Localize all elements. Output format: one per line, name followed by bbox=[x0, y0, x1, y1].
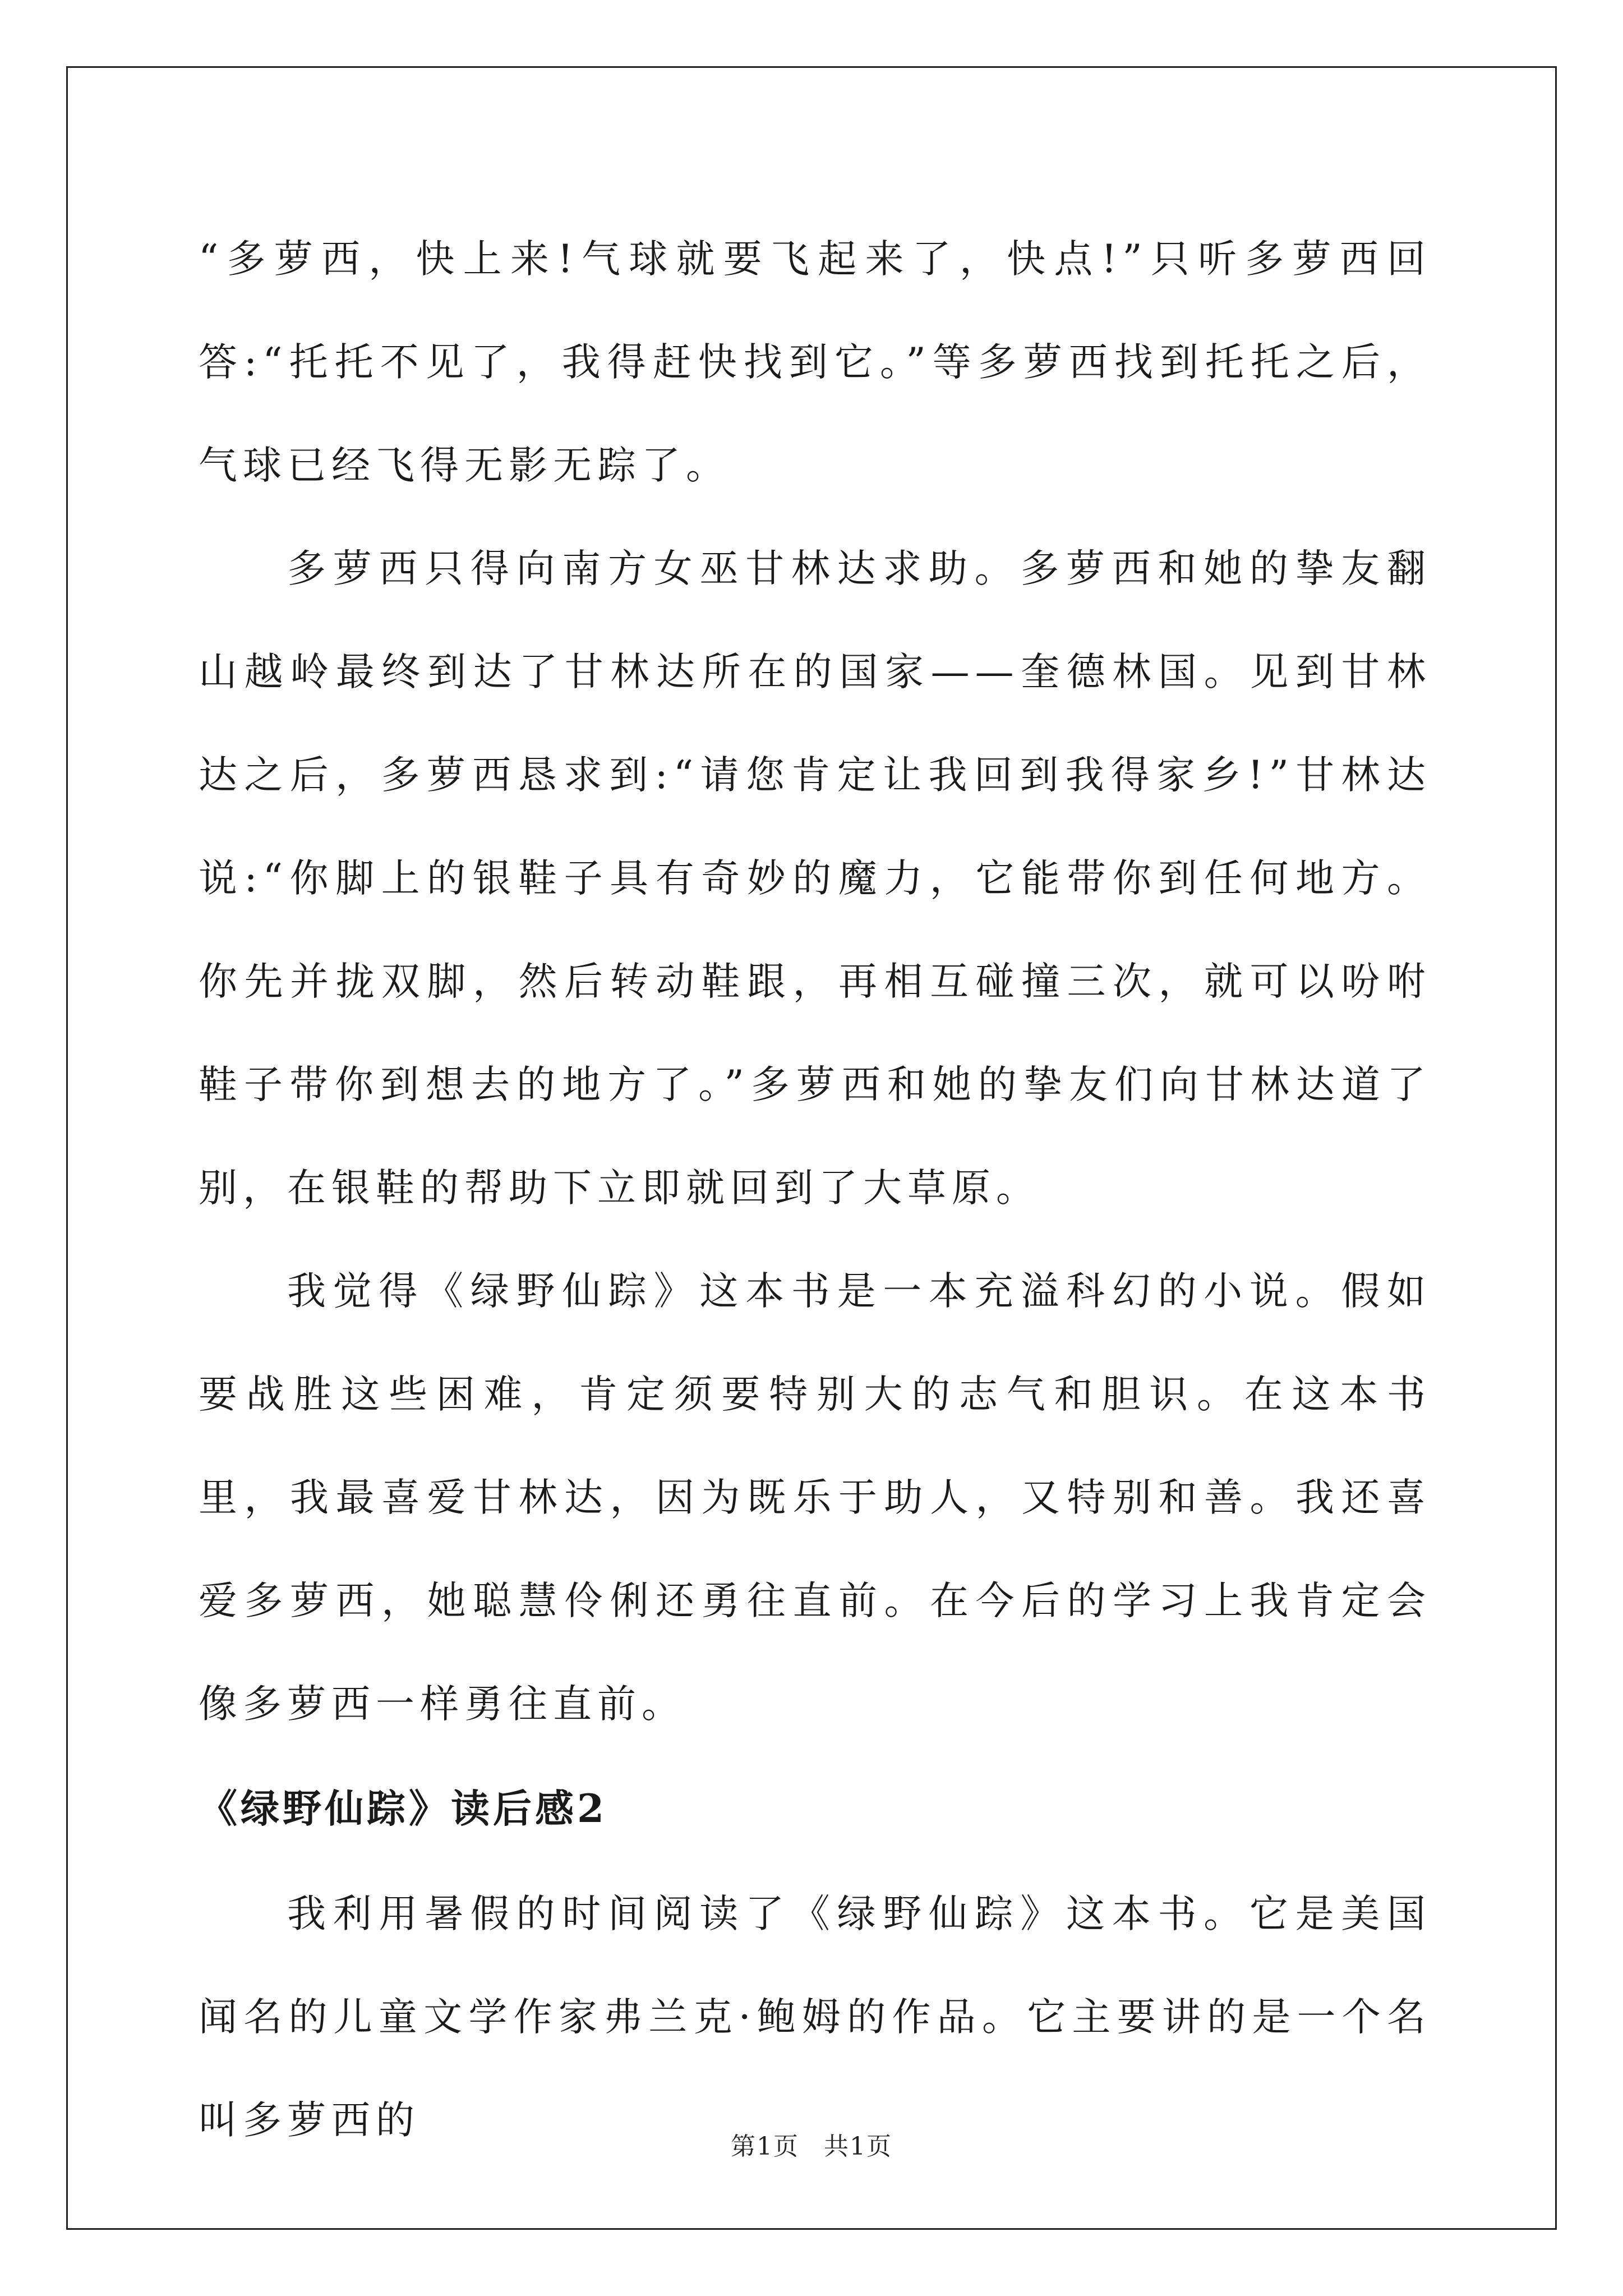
current-page-label: 第1页 bbox=[731, 2132, 799, 2161]
paragraph-1: “多萝西，快上来!气球就要飞起来了，快点!”只听多萝西回答:“托托不见了，我得赶快找到它。”等多萝西找到托托之后，气球已经飞得无影无踪了。 bbox=[199, 237, 1431, 488]
section-heading: 《绿野仙踪》读后感2 bbox=[199, 1786, 608, 1832]
page-footer bbox=[0, 2126, 1623, 2162]
paragraph-4: 我利用暑假的时间阅读了《绿野仙踪》这本书。它是美国闻名的儿童文学作家弗兰克·鲍姆的作品。它主要讲的是一个名叫多萝西的 bbox=[199, 1892, 1431, 2143]
paragraph-2: 多萝西只得向南方女巫甘林达求助。多萝西和她的挚友翻山越岭最终到达了甘林达所在的国家——奎德林国。见到甘林达之后，多萝西恳求到:“请您肯定让我回到我得家乡!”甘林达说:“你脚上的银鞋子具有奇妙的魔力，它能带你到任何地方。你先并拢双脚，然后转动鞋跟，再相互碰撞三次，就可以吩咐鞋子带你到想去的地方了。”多萝西和她的挚友们向甘林达道了别，在银鞋的帮助下立即就回到了大草原。 bbox=[199, 546, 1431, 1211]
document-body bbox=[199, 208, 1431, 2143]
paragraph-3: 我觉得《绿野仙踪》这本书是一本充溢科幻的小说。假如要战胜这些困难，肯定须要特别大的志气和胆识。在这本书里，我最喜爱甘林达，因为既乐于助人，又特别和善。我还喜爱多萝西，她聪慧伶俐还勇往直前。在今后的学习上我肯定会像多萝西一样勇往直前。 bbox=[199, 1269, 1431, 1727]
total-pages-label: 共1页 bbox=[824, 2132, 892, 2161]
